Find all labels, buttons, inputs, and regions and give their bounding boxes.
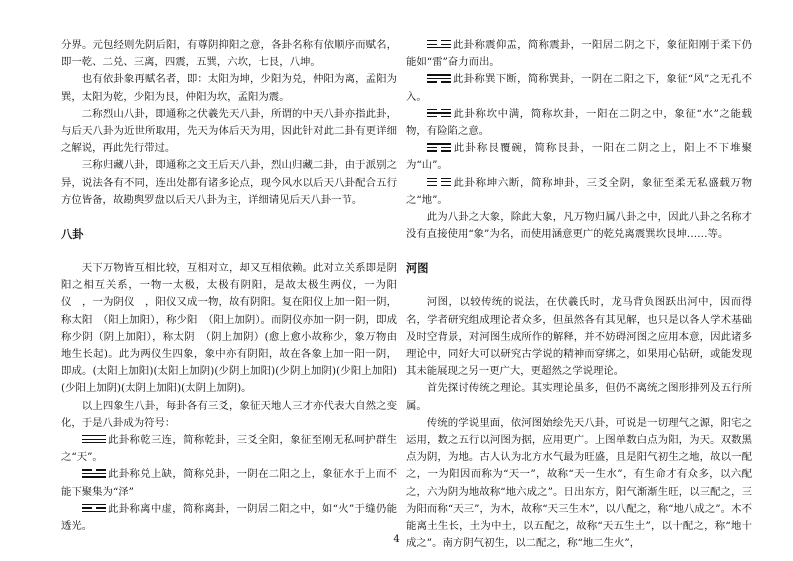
paragraph-four-images: 以上四象生八卦，每卦各有三爻，象征天地人三才亦代表大自然之变化，于是八卦成为符号： (61, 399, 397, 429)
trigram-kan-text: 此卦称坎中满，简称坎卦，一阳在二阴之中，象征“水”之能载物，有险陷之意。 (406, 107, 752, 138)
trigram-dui-entry (61, 466, 397, 500)
kun-trigram-icon (427, 177, 451, 187)
trigram-kan-entry (406, 106, 752, 140)
spacer (61, 209, 397, 226)
paragraph-traditional-theory: 首先探讨传统之理论。其实理论虽多，但仍不离统之图形排列及五行所属。 (406, 382, 752, 412)
section-heading-hetu: 河图 (406, 262, 429, 276)
trigram-li-text: 此卦称离中虚，简称离卦，一阴居二阳之中，如“火”于缝仍能透光。 (61, 502, 397, 533)
trigram-li-entry (61, 501, 397, 535)
paragraph-guicang: 三称归藏八卦，即通称之文王后天八卦，烈山归藏二卦，由于派别之异，说法各有不同，连出处都有诸多论点，现今风水以后天八卦配合五行方位皆备，故勘舆罗盘以后天八卦为主，详细请见后天八卦一节。 (61, 159, 397, 206)
qian-trigram-icon (82, 434, 106, 444)
dui-trigram-icon (82, 468, 106, 478)
spacer (61, 243, 397, 260)
trigram-qian-text: 此卦称乾三连，简称乾卦，三爻全阳，象征至刚无私呵护群生之“天”。 (61, 434, 397, 464)
xun-trigram-icon (427, 73, 451, 83)
trigram-xun-entry (406, 71, 752, 105)
paragraph-great-images: 此为八卦之大象，除此大象，凡万物归属八卦之中，因此八卦之名称才没有直接使用“象”为名，而使用涵意更广的乾兑离震巽坎艮坤……等。 (406, 211, 752, 241)
spacer (406, 277, 752, 294)
trigram-zhen-text: 此卦称震仰盂，简称震卦，一阳居二阴之下，象征阳刚于柔下仍能如“雷”奋力而出。 (406, 39, 752, 69)
zhen-trigram-icon (427, 39, 451, 49)
paragraph-hetu-origin: 河图，以较传统的说法，在伏羲氏时，龙马背负图跃出河中，因而得名，学者研究组成理论者众多，但虽然各有其见解，也只是以各人学术基础及时空背景，对河图生成所作的解释，并不妨碍河图之应用本意，因此诸多理论中，同好大可以研究古学说的精神而穿绑之，如果用心钻研，或能发现其未能展现之另一更广大，更超然之学说理论。 (406, 296, 752, 378)
left-column (61, 37, 408, 535)
trigram-kun-entry (406, 175, 752, 209)
trigram-qian-entry (61, 432, 397, 466)
li-trigram-icon (82, 503, 106, 513)
trigram-dui-text: 此卦称兑上缺，简称兑卦，一阴在二阳之上，象征水于上而不能下聚集为“泽” (61, 468, 397, 498)
trigram-gen-entry (406, 140, 752, 174)
page-number: 4 (393, 534, 400, 545)
trigram-gen-text: 此卦称艮覆碗，简称艮卦，一阳在二阴之上，阳上不下堆聚为“山”。 (406, 142, 752, 172)
paragraph-hetu-numbers: 传统的学说里面，依河图始绘先天八卦，可说是一切理气之源，阳宅之运用，数之五行以河图为据，应用更广。上图单数白点为阳，为天。双数黑点为阴，为地。古人认为北方水气最为旺盛，且是阳气初生之地，故以一配之，一为阳因而称为“天一”，故称“天一生水”，有生命才有众多，以六配之，六为阴为地故称“地六成之”。日出东方，阳气渐渐生旺，以三配之，三为阳而称“天三”，为木，故称“天三生木”，以八配之，称“地八成之”。木不能离土生长，土为中土，以五配之，故称“天五生土”，以十配之，称“地十成之”。南方阴气初生，以二配之，称“地二生火”， (406, 416, 752, 550)
paragraph-lieshan: 二称烈山八卦，即通称之伏羲先天八卦，所谓的中天八卦亦指此卦，与后天八卦为近世所取用，先天为体后天为用，因此针对此二卦有更详细之解说，再此先行带过。 (61, 107, 397, 155)
paragraph-yinyang: 天下万物皆互相比较，互相对立，却又互相依赖。此对立关系即是阴阳之相互关系，一物一太极，太极有阴阳，是故太极生两仪，一为阳仪 ，一为阴仪 ，阳仪又成一物，故有阴阳。复在阳仪上加一阳一阴，称太阳 （阳上加阳），称少阳 （阳上加阴）。而阴仪亦加一阴一阴，即成 称少阴（阴上加阳），称太阴 （阴上加阴）(愈上愈小故称少，象万物由地生长起)。此为两仪生四象，象中亦有阴阳，故在各象上加一阳一阴，即成。(太阳上加阳)(太阳上加阴)(少阴上加阳)(少阴上加阴)(少阳上加阳)(少阳上加阴)(太阴上加阳)(太阴上加阴)。 (61, 262, 408, 395)
kan-trigram-icon (427, 108, 451, 118)
trigram-kun-text: 此卦称坤六断，简称坤卦，三爻全阴，象征至柔无私盛载万物之“地”。 (406, 176, 752, 206)
paragraph-order: 分界。元包经则先阴后阳，有尊阴抑阳之意，各卦名称有依顺序而赋名，即一乾、二兑、三离，四震，五巽，六坎，七艮，八坤。 (61, 39, 397, 69)
right-column (406, 37, 752, 552)
spacer (406, 243, 752, 260)
trigram-zhen-entry (406, 37, 752, 71)
section-heading-bagua: 八卦 (61, 228, 84, 242)
paragraph-trigram-names: 也有依卦象再赋名者，即：太阳为坤，少阳为兑，仲阳为离，孟阳为巽，太阳为乾，少阳为艮，仲阳为坎，孟阳为震。 (61, 73, 397, 103)
gen-trigram-icon (427, 142, 451, 152)
trigram-xun-text: 此卦称巽下断，简称巽卦，一阴在二阳之下，象征“风”之无孔不入。 (406, 73, 752, 103)
